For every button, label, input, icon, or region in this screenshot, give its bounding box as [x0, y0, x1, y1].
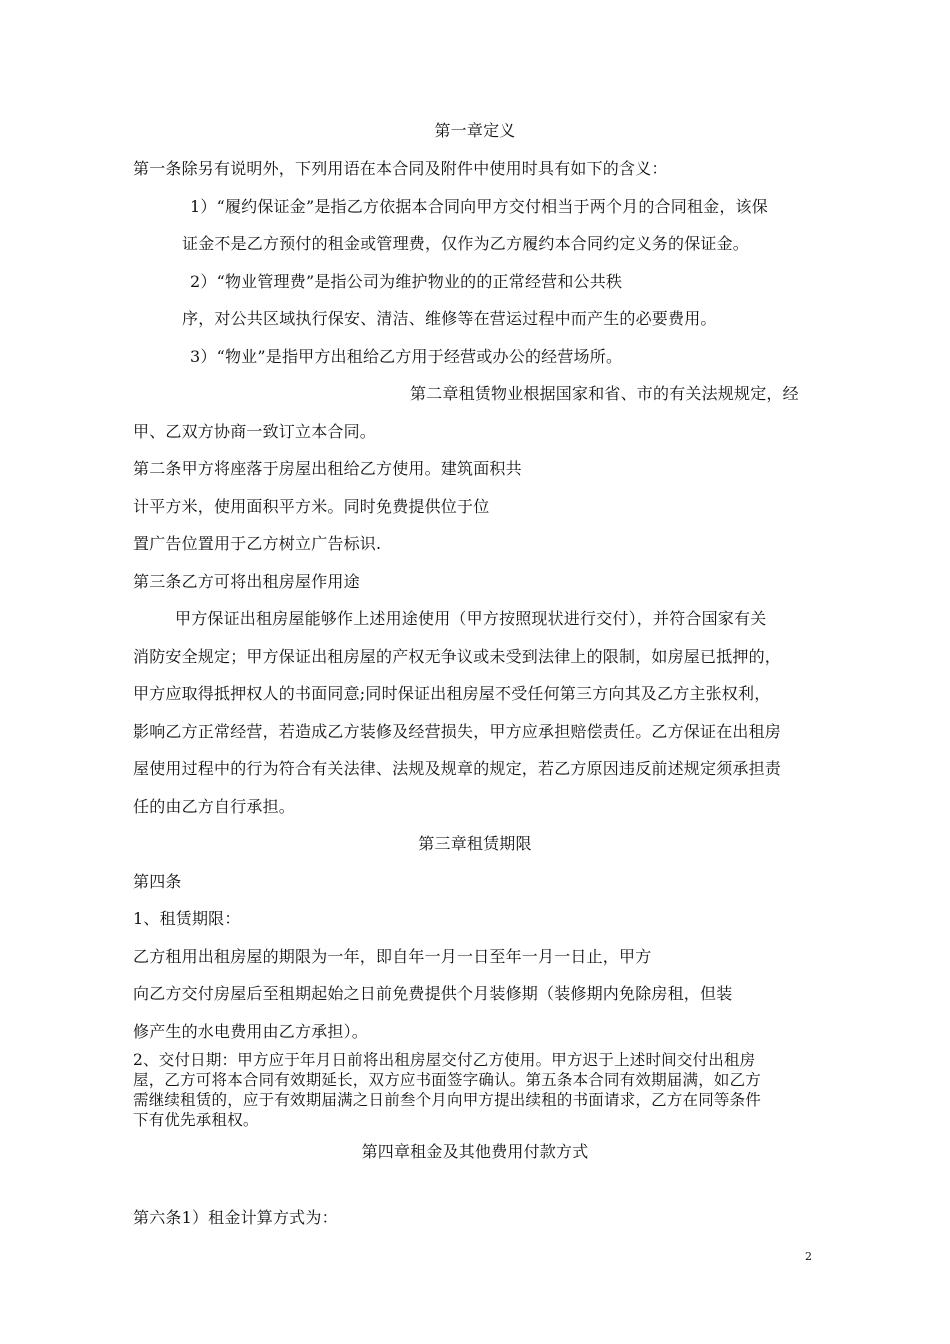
article-3-para-line-6: 任的由乙方自行承担。: [133, 797, 296, 816]
definition-2-line-1: 2）“物业管理费”是指公司为维护物业的的正常经营和公共秩: [190, 272, 623, 291]
lease-term-label: 1、租赁期限：: [133, 909, 241, 928]
chapter-4-heading: 第四章租金及其他费用付款方式: [361, 1142, 589, 1161]
chapter-1-heading: 第一章定义: [434, 121, 516, 140]
definition-1-line-2: 证金不是乙方预付的租金或管理费，仅作为乙方履约本合同约定义务的保证金。: [182, 234, 750, 253]
lease-term-line-2: 向乙方交付房屋后至租期起始之日前免费提供个月装修期（装修期内免除房租，但装: [133, 984, 733, 1003]
article-3-para-line-2: 消防安全规定；甲方保证出租房屋的产权无争议或未受到法律上的限制，如房屋已抵押的，: [133, 647, 782, 666]
page-number: 2: [805, 1250, 812, 1263]
definition-3-line: 3）“物业”是指甲方出租给乙方用于经营或办公的经营场所。: [190, 347, 623, 366]
definition-1-line-1: 1）“履约保证金”是指乙方依据本合同向甲方交付相当于两个月的合同租金，该保: [190, 197, 768, 216]
article-1-text: 第一条除另有说明外，下列用语在本合同及附件中使用时具有如下的含义：: [133, 159, 668, 178]
article-3-para-line-4: 影响乙方正常经营，若造成乙方装修及经营损失，甲方应承担赔偿责任。乙方保证在出租房: [133, 722, 782, 741]
delivery-date-line-4: 下有优先承租权。: [133, 1111, 259, 1129]
article-2-line-3: 置广告位置用于乙方树立广告标识.: [133, 534, 382, 553]
article-6-heading: 第六条1）租金计算方式为：: [133, 1208, 338, 1227]
chapter-2-heading: 第二章租赁物业根据国家和省、市的有关法规规定，经: [410, 384, 799, 403]
article-2-line-2: 计平方米，使用面积平方米。同时免费提供位于位: [133, 497, 490, 516]
article-3-para-line-1: 甲方保证出租房屋能够作上述用途使用（甲方按照现状进行交付），并符合国家有关: [175, 609, 767, 628]
article-3-para-line-5: 屋使用过程中的行为符合有关法律、法规及规章的规定，若乙方原因违反前述规定须承担责: [133, 759, 782, 778]
article-4-heading: 第四条: [133, 872, 182, 891]
chapter-2-continuation: 甲、乙双方协商一致订立本合同。: [133, 422, 377, 441]
definition-2-line-2: 序，对公共区域执行保安、清洁、维修等在营运过程中而产生的必要费用。: [182, 309, 717, 328]
delivery-date-line-1: 2、交付日期：甲方应于年月日前将出租房屋交付乙方使用。甲方迟于上述时间交付出租房: [133, 1051, 756, 1069]
delivery-date-line-3: 需继续租赁的，应于有效期届满之日前叁个月向甲方提出续租的书面请求，乙方在同等条件: [133, 1091, 762, 1109]
article-3-para-line-3: 甲方应取得抵押权人的书面同意;同时保证出租房屋不受任何第三方向其及乙方主张权利，: [133, 684, 771, 703]
chapter-3-heading: 第三章租赁期限: [418, 834, 532, 853]
article-2-line-1: 第二条甲方将座落于房屋出租给乙方使用。建筑面积共: [133, 459, 522, 478]
lease-term-line-1: 乙方租用出租房屋的期限为一年，即自年一月一日至年一月一日止，甲方: [133, 947, 652, 966]
delivery-date-line-2: 屋，乙方可将本合同有效期延长，双方应书面签字确认。第五条本合同有效期届满，如乙方: [133, 1071, 762, 1089]
lease-term-line-3: 修产生的水电费用由乙方承担）。: [133, 1022, 369, 1041]
article-3-heading: 第三条乙方可将出租房屋作用途: [133, 572, 360, 591]
